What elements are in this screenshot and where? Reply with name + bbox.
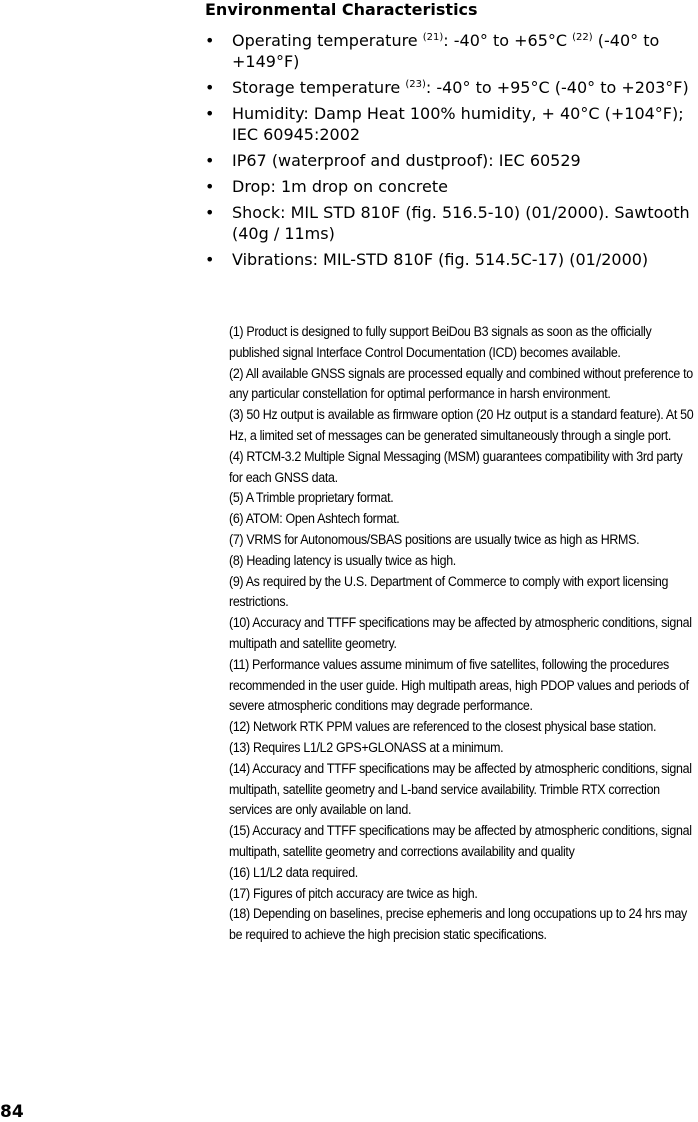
section-title: Environmental Characteristics	[205, 0, 478, 19]
list-item: • Humidity: Damp Heat 100% humidity, + 40°C (+104°F); IEC 60945:2002	[205, 104, 684, 144]
bullet-icon: •	[205, 78, 215, 97]
bullet-icon: •	[205, 250, 215, 269]
footnote: (12) Network RTK PPM values are referenced to the closest physical base station.	[229, 719, 657, 735]
list-item: • Drop: 1m drop on concrete	[205, 177, 448, 196]
list-item: • Shock: MIL STD 810F (fig. 516.5-10) (01/2000). Sawtooth (40g / 11ms)	[205, 203, 690, 243]
footnote: (4) RTCM-3.2 Multiple Signal Messaging (MSM) guarantees compatibility with 3rd party for each GNSS data.	[229, 448, 683, 485]
footnote: (7) VRMS for Autonomous/SBAS positions are usually twice as high as HRMS.	[229, 531, 640, 547]
footnote: (5) A Trimble proprietary format.	[229, 490, 394, 506]
footnote: (1) Product is designed to fully support BeiDou B3 signals as soon as the officially published signal Interface Control Documentation (ICD) becomes available.	[229, 324, 652, 360]
footnote: (11) Performance values assume minimum of five satellites, following the procedures recommended in the user guide. High multipath areas, high PDOP values and periods of severe atmospheric conditions may degrade performance.	[229, 656, 689, 714]
footnote: (3) 50 Hz output is available as firmware option (20 Hz output is a standard feature). At 50 Hz, a limited set of messages can be generated simultaneously through a single port.	[229, 407, 694, 443]
bullet-icon: •	[205, 31, 215, 50]
footnote: (14) Accuracy and TTFF specifications may be affected by atmospheric conditions, signal multipath, satellite geometry and L-band service availability. Trimble RTX correction services are only available on land.	[229, 760, 692, 818]
page-number: 84	[0, 1102, 24, 1122]
footnote: (16) L1/L2 data required.	[229, 864, 358, 880]
bullet-icon: •	[205, 203, 215, 222]
footnotes	[229, 322, 698, 946]
footnote: (8) Heading latency is usually twice as high.	[229, 552, 456, 568]
list-item: • Operating temperature $^{(21)}$: -40° to +65°C $^{(22)}$ (-40° to +149°F)	[205, 31, 660, 71]
footnote: (2) All available GNSS signals are processed equally and combined without preference to any particular constellation for optimal performance in harsh environment.	[229, 365, 693, 402]
footnote: (17) Figures of pitch accuracy are twice as high.	[229, 885, 478, 901]
list-item: • Storage temperature $^{(23)}$: -40° to +95°C (-40° to +203°F)	[205, 78, 689, 97]
bullet-icon: •	[205, 151, 215, 170]
footnote: (15) Accuracy and TTFF specifications may be affected by atmospheric conditions, signal multipath, satellite geometry and corrections availability and quality	[229, 823, 692, 859]
footnote: (6) ATOM: Open Ashtech format.	[229, 511, 400, 527]
bullet-icon: •	[205, 104, 215, 123]
footnote: (9) As required by the U.S. Department of Commerce to comply with export licensing restrictions.	[229, 573, 669, 610]
list-item: • Vibrations: MIL-STD 810F (fig. 514.5C-17) (01/2000)	[205, 250, 649, 269]
bullet-icon: •	[205, 177, 215, 196]
list-item: • IP67 (waterproof and dustproof): IEC 60529	[205, 151, 581, 170]
footnote: (18) Depending on baselines, precise ephemeris and long occupations up to 24 hrs may be required to achieve the high precision static specifications.	[229, 906, 687, 943]
footnote: (10) Accuracy and TTFF specifications may be affected by atmospheric conditions, signal multipath and satellite geometry.	[229, 615, 692, 651]
environmental-list	[205, 30, 698, 275]
footnote: (13) Requires L1/L2 GPS+GLONASS at a minimum.	[229, 739, 504, 755]
